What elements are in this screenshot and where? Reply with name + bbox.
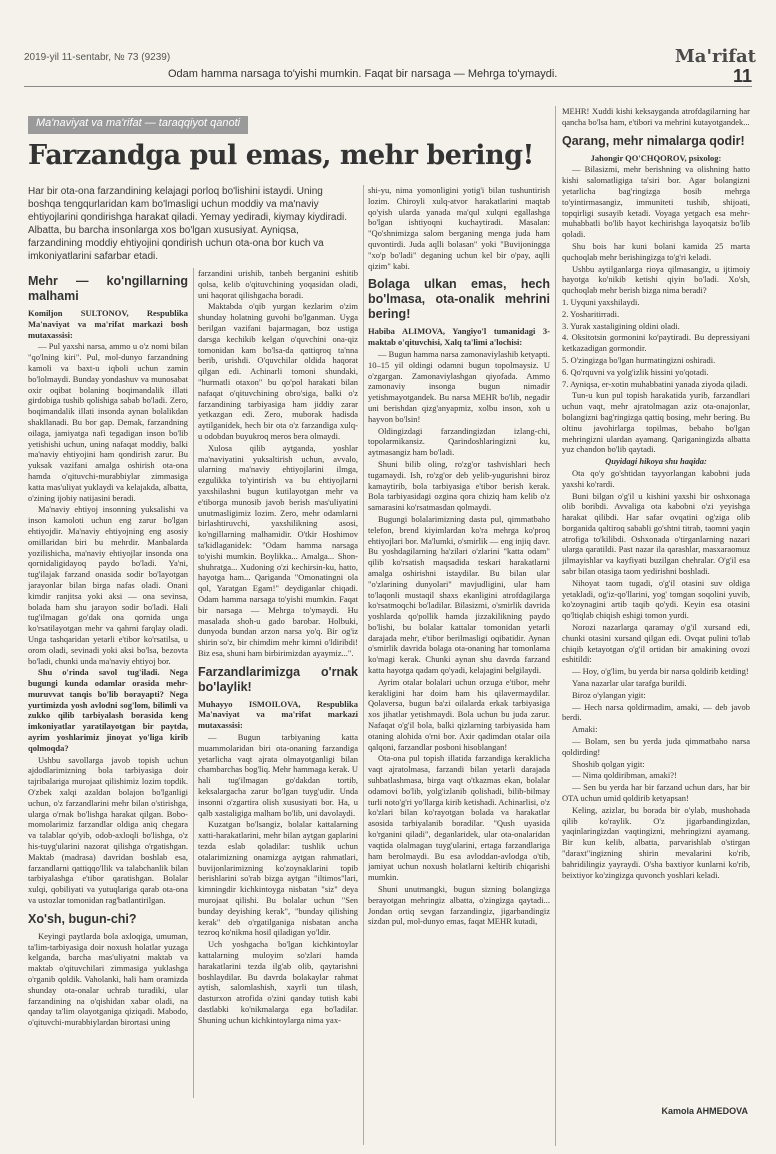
paragraph: — Sen bu yerda har bir farzand uchun dars, har bir OTA uchun umid qoldirib ketyapsan! bbox=[562, 782, 750, 804]
list-item: 2. Yosharitirradi. bbox=[562, 308, 620, 319]
header-slogan: Odam hamma narsaga to'yishi mumkin. Faqat bir narsaga — Mehrga to'ymaydi. bbox=[168, 68, 558, 80]
paragraph: Shoshib qolgan yigit: bbox=[572, 758, 645, 769]
subheading: Mehr — ko'ngillarning malhami bbox=[28, 274, 188, 303]
paragraph: Ota-ona pul topish illatida farzandiga kerakliсha vaqt ajratolmasa, farzandi bilan yetarli darajada suhbatlashmasa, birga vaqt o'tkazmas ekan, bolalar odamovi bo'lib, yolg'izlanib qolishadi, bilib-bilmay turli noto'g'ri yo'llarga kirib ketishadi. Achinarlisi, o'z ko'zlari bilan ko'rayotgan bolada va harakatlar asosida tarbiyalanib boradilar. "Qush uyasida ko'rganini qiladi", deganlaridek, ular ota-onalaridan vaqtida olalmagan tuyg'ularini, ertaga farzandlariga ham berolmaydi. Bu esa avloddan-avlodga o'tib, jamiyat uchun noxush holatlarni keltirib chiqarishi mumkin. bbox=[368, 753, 550, 883]
page-number: 11 bbox=[732, 66, 752, 86]
header-divider bbox=[24, 86, 752, 87]
page-header bbox=[0, 0, 776, 92]
paragraph: — Nima qoldiribman, amaki?! bbox=[572, 770, 677, 781]
paragraph: Ma'naviy ehtiyoj insonning yuksalishi va inson kamoloti uchun eng zarur bo'lgan ehtiyojdir. Ma'naviy ehtiyojning eng asosiy omillaridan biri bu mehrdir. Manbalarda yozilishicha, ma'naviy ehtiyojlar insonda ona qornidaligidayoq paydo bo'ladi. Ya'ni, tug'ilajak farzand onasida sodir bo'layotgan jarayonlar bilan birga nafas oladi. Onani kimdir ranjitsa yoki aksi — ona sevinsa, bolada ham shu jarayon sodir bo'ladi. Hali tug'ilmagan go'dak ona qornida unga ko'rsatilayotgan mehr va qahrni farqlay oladi. Unga tashqaridan yetarli e'tibor ko'rsatilsa, u orom oladi, sevinadi yoki aksi bo'lsa, bezovta bo'ladi, chunki unda ma'naviy ehtiyoj bor. bbox=[28, 504, 188, 666]
paragraph: Oldingizdagi farzandingizdan izlang-chi, topolarmikansiz. Qarindoshlaringizni ku, aytmasangiz ham bo'ladi. bbox=[368, 425, 550, 458]
subheading: Qarang, mehr nimalarga qodir! bbox=[562, 133, 745, 148]
paragraph: Bugungi bolalarimizning dasta pul, qimmatbaho telefon, brend kiyimlardan ko'ra mehrga ko'proq ehtiyojlari bor. Ma'lumki, o'smirlik — eng injiq davr. Bu yoshdagilarning ha'zilari o'zlarini "katta odam" qilib ko'rsatish maqsadida teskari harakatlarni amalga oshirishni istaydilar. Bu bilan ular "o'zlarining dunyolari" mavjudligini, ular ham to'laqonli mustaqil shaxs ekanligini atrofdagilarga ko'rsatmoqchi bo'ladilar. Bilasizmi, o'smirlik davrida yoshlarda qo'pollik hamda jizzakilikning paydo bo'lishi, bu bolalar kattalar tomonidan yetarli darajada mehr, e'tibor berilmasligi oqibatidir. Aynan o'smirlik davrida bolaga ota-onaning har tomonlama ko'magi kerak. Chunki aynan shu davrda farzand katta hayotga qadam qo'yadi, kelajagini belgilaydi. bbox=[368, 513, 550, 676]
list-item: 5. O'zingizga bo'lgan hurmatingizni oshiradi. bbox=[562, 354, 716, 365]
paragraph: Nihoyat taom tugadi, o'g'il otasini suv oldiga yetakladi, og'iz-qo'llarini, yog' tomgan soqolini yuvib, ko'zoynagini artib taqib qo'ydi. Keyin esa otasini qo'ltiqlab chiqish eshigi tomon yurdi. bbox=[562, 577, 750, 621]
paragraph: — Bugun tarbiyaning katta muammolaridan biri ota-onaning farzandiga yetarlicha vaqt ajrata olmayotganligi bilan chambarchas bog'liq. Mehr hammaga kerak. U hali tug'ilmagan go'dakdan tortib, keksalargacha zarur bo'lgan tuyg'udir. Unda insonni o'zgartira olish xususiyati bor. Ha, u qalb xastaligiga malham bo'lib, uni davolaydi. bbox=[198, 732, 358, 818]
paragraph: shi-yu, nima yomonligini yotig'i bilan tushuntirish lozim. Chiroyli xulq-atvor harakatlarini maqtab qo'yish ularda yanada ma'qul xulqni egallashga bo'lgan ishtiyoqni kuchaytiradi. Masalan: "Qo'shnimizga salom berganing menga juda ham quvontirdi. Juda aqlli bolasan" yoki "Buvijoningga "xo'p bo'ladi" deganing uchun kel bir o'pay, aqlli qizim" kabi. bbox=[368, 185, 550, 271]
paragraph: — Bugun hamma narsa zamonaviylashib ketyapti. 10–15 yil oldingi odamni bugun topolmaysiz. U o'zgargan. Zamonaviylashgan qiyofada. Ammo zamonaviy insonga bugun nimadir yetishmayotgandek. Bu narsa MEHR bo'lib, negadir uni berishdan qizg'anyapmiz, xolbu inson, xoh u hayvon bo'lsin! bbox=[368, 348, 550, 424]
paragraph: MEHR! Xuddi kishi keksayganda atrofdagilarning har qancha bo'lsa ham, e'tibori va mehrini kutayotgandek... bbox=[562, 106, 750, 127]
paragraph: Norozi nazarlarga qaramay o'g'il xursand edi, chunki otasini xursand qilgan edi. Ovqat pulini to'lab chiqib ketayotgan o'g'il ortidan bir amakining ovozi eshitildi: bbox=[562, 622, 750, 665]
paragraph: Keling, azizlar, bu borada bir o'ylab, mushohada qilib ko'raylik. O'z jigarbandingizdan, yaqinlaringizdan vaqtingizni, mehringizni ayamang. Bir kun kelib, albatta, parvarishlab o'stirgan "daraxt"ingizning shirin mevalarini ko'rib, bahridilingiz yayraydi. O'sha baxtiyor kunlarni ko'rib, beixtiyor ko'zingizga quvonch yoshlari keladi. bbox=[562, 804, 750, 880]
list-item: 3. Yurak xastaligining oldini oladi. bbox=[562, 320, 680, 331]
paragraph: — Hoy, o'g'lim, bu yerda bir narsa qoldirib ketding! bbox=[572, 666, 749, 677]
paragraph: Yana nazarlar ular tarafga burildi. bbox=[572, 678, 687, 689]
article-lead: Har bir ota-ona farzandining kelajagi porloq bo'lishini istaydi. Uning boshqa tengqurlaridan kam bo'lmasligi uchun moddiy va ma'naviy ehtiyojlarini qondirishga harakat qiladi. Yemay yediradi, kiymay kiydiradi. Albatta, bu barcha insonlarga xos bo'lgan xususiyat. Ayniqsa, farzandining moddiy ehtiyojini qondirish uchun ota-ona bor kuch va imkoniyatlarini safarbar etadi. bbox=[28, 186, 348, 262]
list-item: 7. Ayniqsa, er-xotin muhabbatini yanada ziyoda qiladi. bbox=[562, 378, 748, 389]
column-1 bbox=[28, 268, 188, 1098]
column-divider bbox=[363, 185, 364, 1145]
paragraph-question: Shu o'rinda savol tug'iladi. Nega bugungi kunda odamlar orasida mehr-muruvvat tanqis bo'lib borayapti? Nega yurtimizda yosh avlodni sog'lom, bilimli va zukko qilib tarbiyalash borasida keng imkoniyatlar yaratilayotgan bir paytda, ayrim yoshlarimiz jinoyat yo'liga kirib qolmoqda? bbox=[28, 667, 188, 753]
newspaper-brand: Ma'rifat bbox=[674, 46, 756, 67]
issue-line: 2019-yil 11-sentabr, № 73 (9239) bbox=[24, 52, 171, 63]
subheading: Bolaga ulkan emas, hech bo'lmasa, ota-onalik mehrini bering! bbox=[368, 277, 550, 322]
paragraph: Tun-u kun pul topish harakatida yurib, farzandlari uchun vaqt, mehr ajratolmagan aziz ota-onajonlar, bolangizni bag'ringizga qattiq bosing, mehr bering. Bu oltinu javohirlarga topilmas, bebaho bo'lgan mehringizni ulardan ayamang. Qariganingizda albatta yuz chandon bo'lib qaytadi. bbox=[562, 390, 750, 455]
author-signature: Kamola AHMEDOVA bbox=[661, 1106, 748, 1116]
paragraph: Keyingi paytlarda bola axloqiga, umuman, ta'lim-tarbiyasiga doir noxush holatlar yuzaga kelganda, barcha mas'uliyatni maktab va maktab o'qituvchilari zimmasiga yuklashga o'rganib qoldik. Vaholanki, hali ham oramizda shunday ota-onalar uchrab turadiki, ular farzandining na o'qishidan xabar oladi, na qanday ta'lim olayotganiga qiziqadi. Mabodo, o'qituvchi-murabbiylardan birortasi uning bbox=[28, 930, 188, 1028]
column-2 bbox=[198, 268, 358, 1148]
list-item: 4. Oksitotsin gormonini ko'paytiradi. Bu depressiyani ketkazadigan gormondir. bbox=[562, 332, 750, 354]
paragraph: farzandini urishib, tanbeh berganini eshitib qolsa, kelib o'qituvchining yoqasidan oladi, uni haqorat qilishgacha boradi. bbox=[198, 268, 358, 300]
paragraph: Shu bois har kuni bolani kamida 25 marta quchoqlab mehr berishingizga to'g'ri keladi. bbox=[562, 240, 750, 262]
paragraph: Maktabda o'qib yurgan kezlarim o'zim shunday holatning guvohi bo'lganman. Uyga berilgan vazifani bajarmagan, boz ustiga darsga kechikib kelgan o'quvchini ona-qiz tomonidan kam bo'lsa-da qattiqroq ta'nna berib, urishdi. O'quvchilar oldida haqorat qilgan edi. Achinarli tomoni shundaki, "hurmatli otaxon" bu qo'pol harakati bilan nafaqat o'qituvchining obro'siga, balki o'z farzandining tarbiyasiga ham jiddiy zarar yetkazgan edi. Zero, muborak hadisda aytilganidek, hech bir ota o'z farzandiga xulq-u odobdan buyukroq meros bera olmaydi. bbox=[198, 301, 358, 441]
paragraph: Ushbu aytilganlarga rioya qilmasangiz, u ijtimoiy hayotga ko'nikib ketishi qiyin bo'ladi. Xo'sh, quchoqlab mehr berish bizga nima beradi? bbox=[562, 263, 750, 296]
story-title: Quyidagi hikoya shu haqida: bbox=[605, 456, 707, 467]
author-line: Jahongir QO'CHQOROV, psixolog: bbox=[590, 152, 722, 163]
paragraph: Amaki: bbox=[572, 724, 598, 735]
column-divider bbox=[555, 106, 556, 1146]
list-item: 1. Uyquni yaxshilaydi. bbox=[562, 296, 640, 307]
subheading: Farzandlarimizga o'rnak bo'laylik! bbox=[198, 664, 358, 694]
list-item: 6. Qo'rquvni va yolg'izlik hissini yo'qotadi. bbox=[562, 366, 709, 377]
paragraph: — Pul yaxshi narsa, ammo u o'z nomi bilan "qo'lning kiri". Pul, mol-dunyo farzandning kamoli va baxt-u iqboli uchun zamin bo'lolmaydi. Bunday yondashuv va munosabat oxir oqibat bolaning boqimandalik illati girdobiga tushib qolishiga sabab bo'ladi. Zero, boqimandalik illati insonda aynan bolalikdan shakllanadi. Bu bor gap. Demak, farzandning oilaga, jamiyatga nafi tegadigan inson bo'lib yetishishi uchun, uning nafaqat moddiy, balki ma'naviy ehtiyojini ham qondirish zarur. Bu yuksak vazifani amalga oshirish ota-ona hamda o'qituvchi-murabbiylar zimmasiga katta mas'uliyat yuklaydi va kelajakda, albatta, o'zining ijobiy natijasini beradi. bbox=[28, 341, 188, 503]
author-line: Muhayyo ISMOILOVA, Respublika Ma'naviyat va ma'rifat markazi mutaxassisi: bbox=[198, 698, 358, 731]
paragraph: Ushbu savollarga javob topish uchun ajdodlarimizning bola tarbiyasiga doir tajribalariga murojaat qilishimiz lozim topdik. O'zbek xalqi azaldan bolajon bo'lganligi uchun, o'z farzandlarini mehr bilan o'stirishga, ularga o'rnak bo'lishga harakat qilgan. Bobo-momolarimiz farzandlar oldiga aniq chegara va talablar qo'yib, odob-axloqli bo'lishga, o'z his-tuyg'ularini nazorat qilishga o'rgatishgan. Maktab (madrasa) davridan boshlab esa, farzandlarni qattiqqo'llik va talabchanlik bilan tarbiyalashga e'tibor qaratishgan. Bolalar xulqi, qobiliyati va yutuqlariga qarab ota-ona va ustozlar tomonidan rag'batlantirilgan. bbox=[28, 754, 188, 906]
paragraph: Ayrim otalar bolalari uchun orzuga e'tibor, mehr kerakligini har doim ham his qilavermaydilar. Qolaversa, bugun ba'zi oilalarda erkak tarbiyasiga xos jihatlar yetishmaydi. Bola uchun bu juda zarur. Nafaqat o'g'il bola, balki qizlarning tarbiyasida ham otaning alohida o'rni bor. Axir qadimdan otalar oila qalqoni, farzandlar posboni hisoblangan! bbox=[368, 676, 550, 752]
paragraph: Uch yoshgacha bo'lgan kichkintoylar kattalarning muloyim so'zlari hamda harakatlarini tezda ilg'ab olib, qaytarishni boshlaydilar. Bu davrda bolakaylar rahmat aytish, salomlashish, xayrli tun tilash, dasturxon atrofida o'zini qanday tutish kabi dastlabki ko'nikmalarga ega bo'ladilar. Shuning uchun kichkintoylarga nima yax- bbox=[198, 939, 358, 1025]
author-line: Habiba ALIMOVA, Yangiyo'l tumanidagi 3-maktab o'qituvchisi, Xalq ta'limi a'lochisi: bbox=[368, 326, 550, 348]
paragraph: Shuni unutmangki, bugun sizning bolangizga berayotgan mehringiz albatta, o'zingizga qaytadi... Jondan ortiq sevgan farzandingiz, jigarbandingiz sizdan pul, mol-dunyo emas, faqat MEHR kutadi, bbox=[368, 884, 550, 927]
article-title: Farzandga pul emas, mehr bering! bbox=[28, 140, 534, 171]
paragraph: — Hech narsa qoldirmadim, amaki, — deb javob berdi. bbox=[562, 701, 750, 723]
subheading: Xo'sh, bugun-chi? bbox=[28, 911, 137, 926]
paragraph: Kuzatgan bo'lsangiz, bolalar kattalarning xatti-harakatlarini, mehr bilan aytgan gaplarini tezda eslab qoladilar: tushlik uchun otalarimizning onamizga aytgan rahmatlari, buvijonlarimizning ko'zoynaklarini topib berishlarini so'rab bizga aytgan "iltimos"lari, kimningdir kichkintoyga nisbatan "siz" deya murojaat qilishi. Bu bolalar uchun "Sen bunday deyishing kerak", "bunday qilishing kerak" deb o'rgatilganiga nisbatan ancha tezroq ko'nikma hosil qiladigan yo'ldir. bbox=[198, 819, 358, 938]
column-3 bbox=[368, 185, 550, 1145]
paragraph: Xulosa qilib aytganda, yoshlar ma'naviyatini yuksaltirish uchun, avvalo, ularning ma'naviy ehtiyojlarini ilmga, ezgulikka to'yintirish va bu ehtiyojlarni yaxshilashni bugun kutilayotgan mehr va e'tiborga munosib javob berish mas'uliyatini unutmasligimiz lozim. Zero, mehr odamlarni birlashtiruvchi, yaxshilikning asosi, ko'ngillarning malhamidir. O'tkir Hoshimov ta'kidlaganidek: "Odam hamma narsaga to'yishi mumkin. Boylikka... Amalga... Shon-shuhratga... Xudoning o'zi kechirsin-ku, hatto, hayotga ham... Qariganda "Omonatingni ola qol, Yaratgan Egam!" deydiganlar chiqadi. Odam hamma narsaga to'yishi mumkin. Faqat bir narsaga — Mehrga to'ymaydi. Hu masalada shoh-u gado barobar. Holbuki, dunyoda bundan arzon narsa yo'q. Bir og'iz shirin so'z, bir chimdim mehr kimni o'ldiribdi! Biz esa, shuni ham birbirimizdan ayaymiz...". bbox=[198, 442, 358, 658]
author-line: Komiljon SULTONOV, Respublika Ma'naviyat va ma'rifat markazi bosh mutaxassisi: bbox=[28, 308, 188, 340]
paragraph: Biroz o'ylangan yigit: bbox=[572, 689, 646, 700]
column-4 bbox=[562, 106, 750, 1102]
paragraph: Buni bilgan o'g'il u kishini yaxshi bir oshxonaga olib boribdi. Avvaliga ota kabobni o'zi yeyishga harakat qilibdi. Har safar ovqatini og'ziga olib borganida qaltiroq sababli go'shtni titrab, taomni yaqin atrofiga to'kilibdi. Oshxonada o'tirganlarning nazari ularga qaratildi. Past nazar ila qarashlar, masxaraomuz jilmayishlar va kayfiyati buzilgan chehralar. O'g'il esa sabr bilan otasiga taom yedirishni boshladi. bbox=[562, 490, 750, 577]
paragraph: Ota qo'y go'shtidan tayyorlangan kabobni juda yaxshi ko'rardi. bbox=[562, 467, 750, 489]
paragraph: — Bolam, sen bu yerda juda qimmatbaho narsa qoldirding! bbox=[562, 736, 750, 757]
column-divider bbox=[193, 268, 194, 1098]
paragraph: — Bilasizmi, mehr berishning va olishning hatto kishi salomatligiga ta'siri bor. Agar bolangizni yetarlicha bag'ringizga bosib mehrga to'yintirmasangiz, immuniteti tushib, shijoati, topqirligi susayib ketadi. Voyaga yetgach esa mehr-muhabbatli bo'lib hayot kechirishga layoqatsiz bo'lib qoladi. bbox=[562, 164, 750, 240]
article-rubric: Ma'naviyat va ma'rifat — taraqqiyot qanoti bbox=[28, 116, 248, 134]
paragraph: Shuni bilib oling, ro'zg'or tashvishlari hech tugamaydi. Ish, ro'zg'or deb yelib-yugurishni biroz kamaytirib, bola tarbiyasiga e'tibor berish kerak. Bola tarbiyasidagi ozgina qora chiziq ham kelib o'z samarasini ko'rsatmasdan qolmaydi. bbox=[368, 458, 550, 513]
